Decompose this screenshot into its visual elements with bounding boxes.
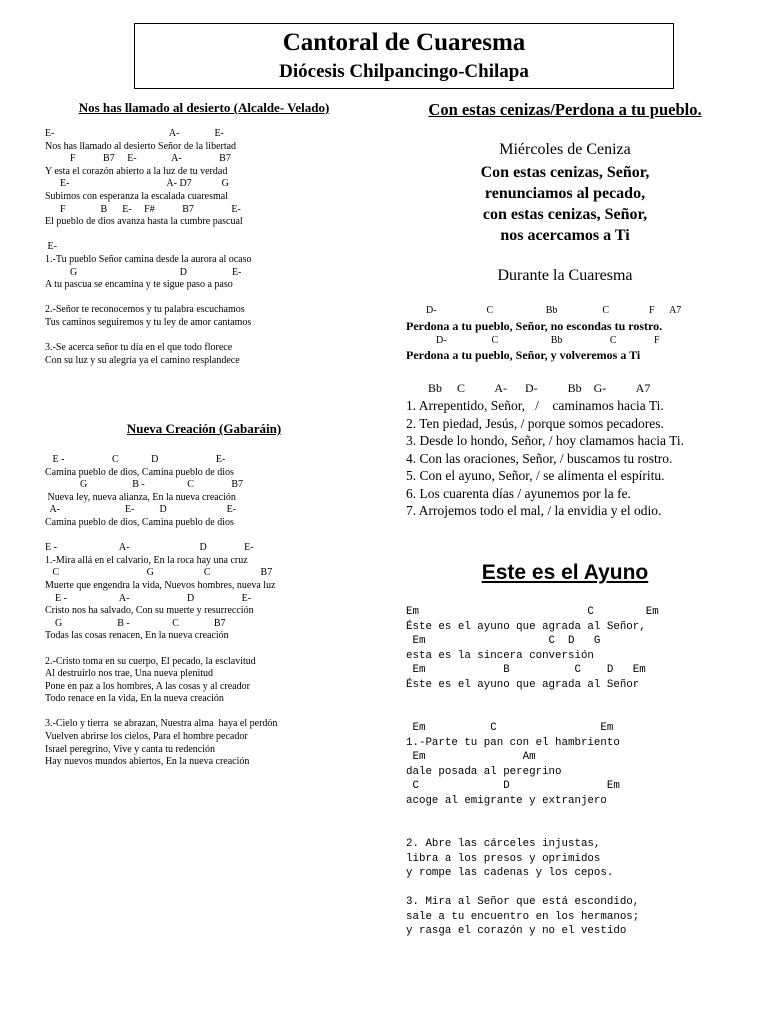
lyric-line: dale posada al peregrino bbox=[406, 765, 562, 778]
stanza-gap bbox=[406, 692, 659, 707]
chord-line: Em C Em bbox=[406, 606, 659, 618]
chord-line: F B7 E- A- B7 bbox=[45, 153, 231, 165]
lyric-line: 2. Abre las cárceles injustas, bbox=[406, 838, 601, 850]
lyric-line: 1.-Parte tu pan con el hambriento bbox=[406, 736, 620, 749]
stanza-gap bbox=[45, 330, 375, 343]
lyric-line: esta es la sincera conversión bbox=[406, 649, 594, 662]
chord-line: D- C Bb C F bbox=[436, 335, 660, 346]
stanza-gap bbox=[45, 643, 375, 656]
chord-line: E - C D E- bbox=[45, 454, 226, 465]
stanza-gap bbox=[45, 530, 375, 543]
lyric-line: y rompe las cadenas y los cepos. bbox=[406, 867, 614, 879]
lyric-line: sale a tu encuentro en los hermanos; bbox=[406, 910, 640, 923]
verse-line: 3. Desde lo hondo, Señor, / hoy clamamos hacia Ti. bbox=[406, 433, 685, 448]
lyric-line: Vuelven abrirse los cielos, Para el hombre pecador bbox=[45, 731, 248, 743]
lyric-line: Nueva ley, nueva alianza, En la nueva creación bbox=[45, 491, 236, 503]
chord-line: A- E- D E- bbox=[45, 504, 237, 516]
lyric-line: 3.-Se acerca señor tu día en el que todo florece bbox=[45, 342, 233, 354]
lyric-line: Todo renace en la vida, En la nueva creación bbox=[45, 693, 224, 705]
lyric-line: y rasga el corazón y no el vestido bbox=[406, 925, 627, 937]
lyric-line: 2.-Cristo toma en su cuerpo, El pecado, la esclavitud bbox=[45, 655, 256, 667]
chord-line: Bb C A- D- Bb G- A7 bbox=[428, 381, 651, 395]
chord-line: C G C B7 bbox=[45, 567, 273, 579]
verse-line: 2. Ten piedad, Jesús, / porque somos pecadores. bbox=[406, 415, 664, 431]
chord-line: Em B C D Em bbox=[406, 664, 646, 676]
chord-line: C D Em bbox=[406, 780, 620, 792]
chord-line: Em Am bbox=[406, 751, 536, 763]
lyric-line: A tu pascua se encamina y te sigue paso a paso bbox=[45, 279, 233, 291]
chord-line: E- A- D7 G bbox=[45, 178, 229, 190]
lyric-line: Todas las cosas renacen, En la nueva creación bbox=[45, 630, 229, 642]
ceniza-line: nos acercamos a Ti bbox=[500, 227, 630, 244]
chord-line: E - A- D E- bbox=[45, 592, 252, 604]
lyric-line: Hay nuevos mundos abiertos, En la nueva creación bbox=[45, 756, 250, 768]
lyric-line: Camina pueblo de dios, Camina pueblo de dios bbox=[45, 516, 234, 528]
lyric-line: acoge al emigrante y extranjero bbox=[406, 794, 607, 807]
lyric-line: Israel peregrino, Vive y canta tu redención bbox=[45, 743, 215, 755]
lyric-line: 2.-Señor te reconocemos y tu palabra escuchamos bbox=[45, 304, 245, 316]
lyric-line: Pone en paz a los hombres, A las cosas y al creador bbox=[45, 680, 250, 692]
verse-line: 1. Arrepentido, Señor, / caminamos hacia Ti. bbox=[406, 398, 664, 413]
song-title-nueva-creacion: Nueva Creación (Gabaráin) bbox=[126, 421, 282, 436]
ceniza-refrain bbox=[406, 162, 724, 246]
lyric-line: El pueblo de dios avanza hasta la cumbre pascual bbox=[45, 216, 243, 228]
chord-line: E - A- D E- bbox=[45, 542, 254, 554]
refrain-line: Perdona a tu pueblo, Señor, y volveremos a Ti bbox=[406, 348, 641, 362]
lyric-line: 1.-Mira allá en el calvario, En la roca hay una cruz bbox=[45, 554, 248, 566]
song-title-este-es-el-ayuno: Este es el Ayuno bbox=[481, 561, 649, 584]
chord-line: G D E- bbox=[45, 266, 242, 278]
stanza-gap bbox=[45, 229, 375, 242]
page-subtitle: Diócesis Chilpancingo-Chilapa bbox=[279, 61, 529, 82]
chord-line: G B - C B7 bbox=[45, 617, 226, 629]
lyric-line: 3.-Cielo y tierra se abrazan, Nuestra alma haya el perdón bbox=[45, 718, 278, 730]
verse-line: 4. Con las oraciones, Señor, / buscamos tu rostro. bbox=[406, 450, 673, 466]
stanza-gap bbox=[406, 881, 659, 896]
lyric-line: Éste es el ayuno que agrada al Señor bbox=[406, 678, 640, 691]
chord-line: E- A- E- bbox=[45, 128, 224, 139]
verse-line: 6. Los cuarenta días / ayunemos por la fe. bbox=[406, 485, 631, 501]
lyric-line: libra a los presos y oprimidos bbox=[406, 852, 601, 865]
stanza-gap bbox=[406, 707, 659, 722]
stanza-gap bbox=[45, 292, 375, 305]
song-body-este-es-el-ayuno bbox=[406, 605, 659, 939]
chord-line: Em C D G bbox=[406, 635, 601, 647]
stanza-gap bbox=[406, 823, 659, 838]
chord-line: G B - C B7 bbox=[45, 479, 244, 491]
verse-list bbox=[406, 397, 684, 520]
refrain-line: Perdona a tu pueblo, Señor, no escondas tu rostro. bbox=[406, 319, 663, 333]
section-heading-durante-cuaresma: Durante la Cuaresma bbox=[497, 267, 633, 284]
header-box bbox=[134, 23, 674, 89]
song-body-nueva-creacion bbox=[45, 454, 375, 769]
lyric-line: 3. Mira al Señor que está escondido, bbox=[406, 896, 640, 908]
chord-line: Em C Em bbox=[406, 722, 614, 734]
verse-line: 5. Con el ayuno, Señor, / se alimenta el espíritu. bbox=[406, 468, 665, 483]
ceniza-line: Con estas cenizas, Señor, bbox=[480, 164, 650, 181]
song-title-con-estas-cenizas: Con estas cenizas/Perdona a tu pueblo. bbox=[428, 100, 702, 119]
lyric-line: Y esta el corazón abierto a la luz de tu verdad bbox=[45, 165, 228, 177]
stanza-gap bbox=[406, 808, 659, 823]
lyric-line: Muerte que engendra la vida, Nuevos hombres, nueva luz bbox=[45, 579, 276, 591]
section-heading-miercoles-ceniza: Miércoles de Ceniza bbox=[499, 141, 631, 158]
lyric-line: Con su luz y su alegría ya el camino resplandece bbox=[45, 354, 240, 366]
stanza-gap bbox=[45, 706, 375, 719]
chord-line: E- bbox=[45, 241, 57, 253]
lyric-line: Al destruirlo nos trae, Una nueva plenitud bbox=[45, 668, 214, 680]
lyric-line: Cristo nos ha salvado, Con su muerte y resurrección bbox=[45, 605, 254, 617]
ceniza-line: renunciamos al pecado, bbox=[484, 185, 646, 202]
ceniza-line: con estas cenizas, Señor, bbox=[482, 206, 648, 223]
lyric-line: 1.-Tu pueblo Señor camina desde la aurora al ocaso bbox=[45, 253, 252, 265]
chord-line: F B E- F# B7 E- bbox=[45, 203, 241, 215]
lyric-line: Éste es el ayuno que agrada al Señor, bbox=[406, 620, 646, 633]
page-title: Cantoral de Cuaresma bbox=[282, 29, 526, 56]
lyric-line: Nos has llamado al desierto Señor de la libertad bbox=[45, 140, 237, 152]
chord-line: D- C Bb C F A7 bbox=[426, 305, 682, 316]
lyric-line: Subimos con esperanza la escalada cuaresmal bbox=[45, 190, 228, 202]
song-title-nos-has-llamado: Nos has llamado al desierto (Alcalde- Velado) bbox=[78, 100, 330, 115]
lyric-line: Camina pueblo de dios, Camina pueblo de dios bbox=[45, 466, 234, 478]
verse-line: 7. Arrojemos todo el mal, / la envidia y el odio. bbox=[406, 503, 662, 518]
lyric-line: Tus caminos seguiremos y tu ley de amor cantamos bbox=[45, 316, 252, 328]
song-body-nos-has-llamado bbox=[45, 128, 375, 367]
